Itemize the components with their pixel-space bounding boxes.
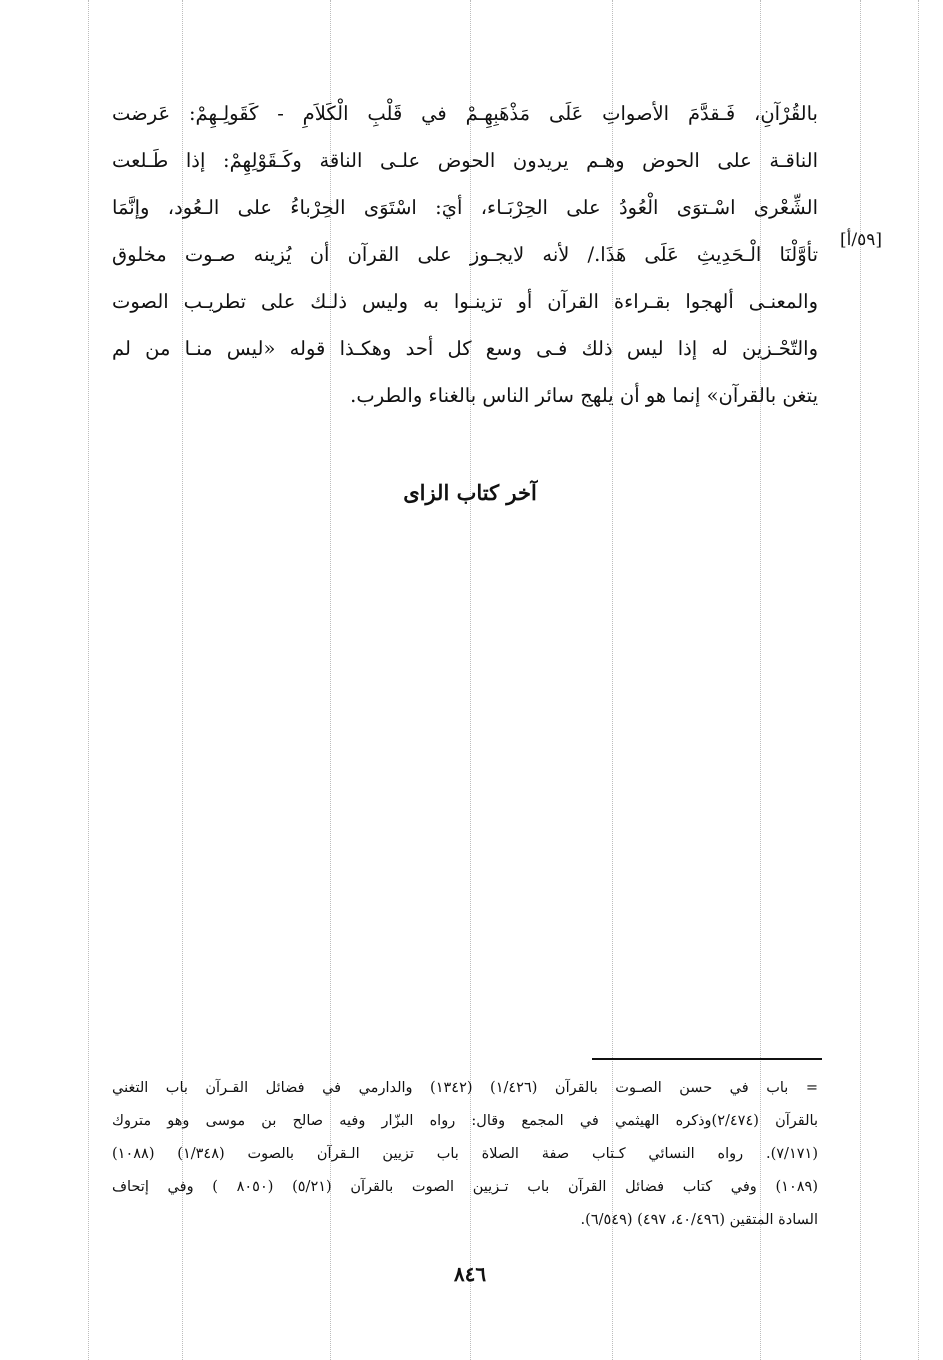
- text-line: بالقُرْآنِ، فَـقدَّمَ الأصواتِ عَلَى مَذْهَبِهِـمْ في قَلْبِ الْكَلاَمِ - كَقَولِـهِمْ: عَرضت: [112, 102, 818, 125]
- text-line: يتغن بالقرآن» إنما هو أن يلهج سائر الناس بالغناء والطرب.: [350, 384, 818, 407]
- page-number: ٨٤٦: [453, 1262, 487, 1286]
- footnote-line: (٧/١٧١). رواه النسائي كـتاب صفة الصلاة باب تزيين الـقرآن بالصوت (١/٣٤٨) (١٠٨٨): [112, 1146, 818, 1162]
- scan-guide-line: [860, 0, 861, 1360]
- text-line: والتّحْـزين له إذا ليس ذلك فـى وسع كل أحد وهكـذا قوله «ليس منـا من لم: [112, 337, 818, 360]
- footnote-line: (١٠٨٩) وفي كتاب فضائل القرآن باب تـزيين الصوت بالقرآن (٥/٢١) (٨٠٥٠ ) وفي إتحاف: [112, 1179, 818, 1195]
- footnote-line: السادة المتقين (٤٠/٤٩٦، ٤٩٧) (٦/٥٤٩).: [580, 1212, 818, 1228]
- footnote-line: بالقرآن (٢/٤٧٤)وذكره الهيثمي في المجمع وقال: رواه البزّار وفيه صالح بن موسى وهو متروك: [112, 1113, 818, 1129]
- text-line: الناقـة على الحوض وهـم يريدون الحوض علـى الناقة وكَـقَوْلِهِمْ: إذا طَـلعت: [112, 149, 818, 172]
- footnote-line: = باب في حسن الصـوت بالقرآن (١/٤٢٦) (١٣٤٢) والدارمي في فضائل القـرآن باب التغني: [112, 1080, 818, 1096]
- scan-guide-line: [88, 0, 89, 1360]
- text-line: تأوَّلْنَا الْـحَدِيثِ عَلَى هَذَا./ لأنه لايجـوز على القرآن أن يُزينه صـوت مخلوق: [112, 243, 818, 266]
- footnotes: [112, 1072, 818, 1237]
- footnote-divider: [592, 1058, 822, 1060]
- main-text: [112, 90, 818, 419]
- text-line: والمعنـى ألهجوا بقـراءة القرآن أو تزينـوا به وليس ذلـك على تطريـب الصوت: [112, 290, 818, 313]
- text-line: الشِّعْرى اسْـتوَى الْعُودُ على الحِرْبَـاء، أيَ: اسْتَوَى الحِرْباءُ على الـعُود، وإنَّمَا: [112, 196, 818, 219]
- folio-reference: [٥٩/أ]: [840, 230, 882, 250]
- section-heading: آخر كتاب الزاى: [403, 480, 537, 505]
- scan-guide-line: [918, 0, 919, 1360]
